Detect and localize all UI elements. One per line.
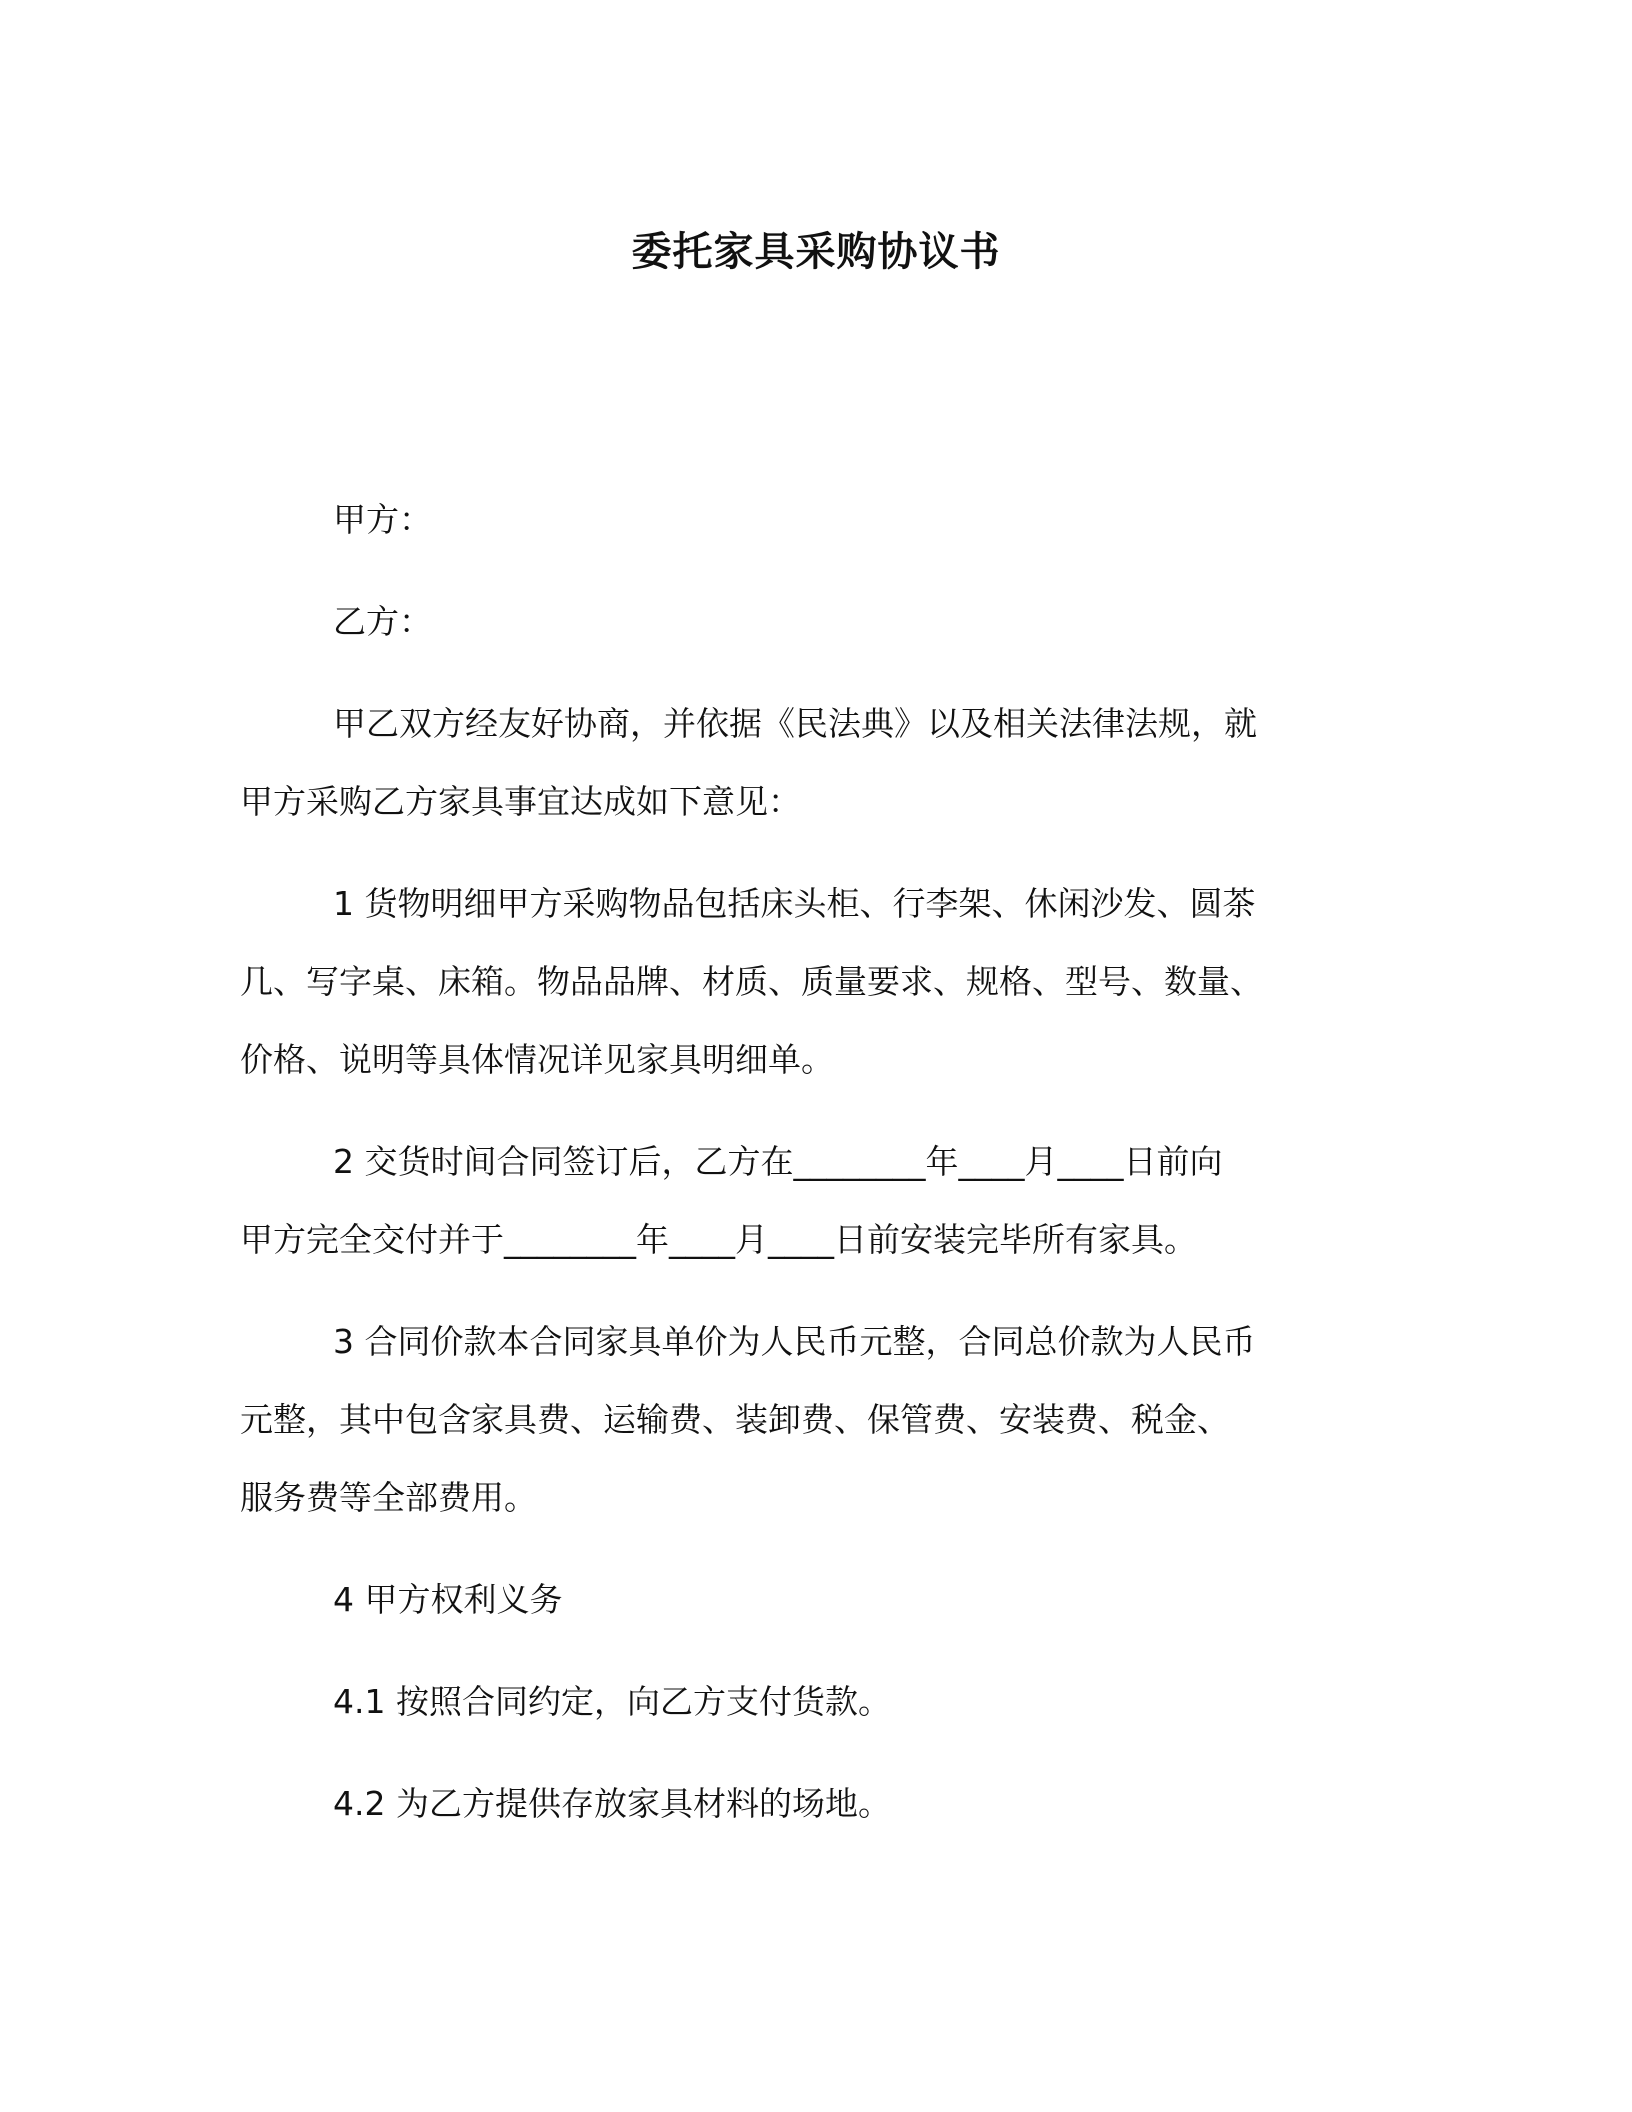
- clause-2-line-1: 2 交货时间合同签订后，乙方在________年____月____日前向: [333, 1142, 1223, 1181]
- clause-4-2: 4.2 为乙方提供存放家具材料的场地。: [333, 1784, 891, 1823]
- preamble-line-2: 甲方采购乙方家具事宜达成如下意见：: [240, 782, 801, 821]
- preamble-line-1: 甲乙双方经友好协商，并依据《民法典》以及相关法律法规，就: [333, 704, 1257, 743]
- clause-4-1: 4.1 按照合同约定，向乙方支付货款。: [333, 1682, 891, 1721]
- clause-3-line-3: 服务费等全部费用。: [240, 1478, 537, 1517]
- clause-4-heading: 4 甲方权利义务: [333, 1580, 563, 1619]
- clause-2-line-2: 甲方完全交付并于________年____月____日前安装完毕所有家具。: [240, 1220, 1197, 1259]
- clause-3-line-2: 元整，其中包含家具费、运输费、装卸费、保管费、安装费、税金、: [240, 1400, 1230, 1439]
- clause-1-line-1: 1 货物明细甲方采购物品包括床头柜、行李架、休闲沙发、圆茶: [333, 884, 1256, 923]
- clause-3-line-1: 3 合同价款本合同家具单价为人民币元整，合同总价款为人民币: [333, 1322, 1256, 1361]
- party-a-label: 甲方：: [333, 500, 432, 539]
- party-b-label: 乙方：: [333, 602, 432, 641]
- clause-1-line-2: 几、写字桌、床箱。物品品牌、材质、质量要求、规格、型号、数量、: [240, 962, 1263, 1001]
- document-title: 委托家具采购协议书: [631, 229, 1001, 275]
- clause-1-line-3: 价格、说明等具体情况详见家具明细单。: [240, 1040, 834, 1079]
